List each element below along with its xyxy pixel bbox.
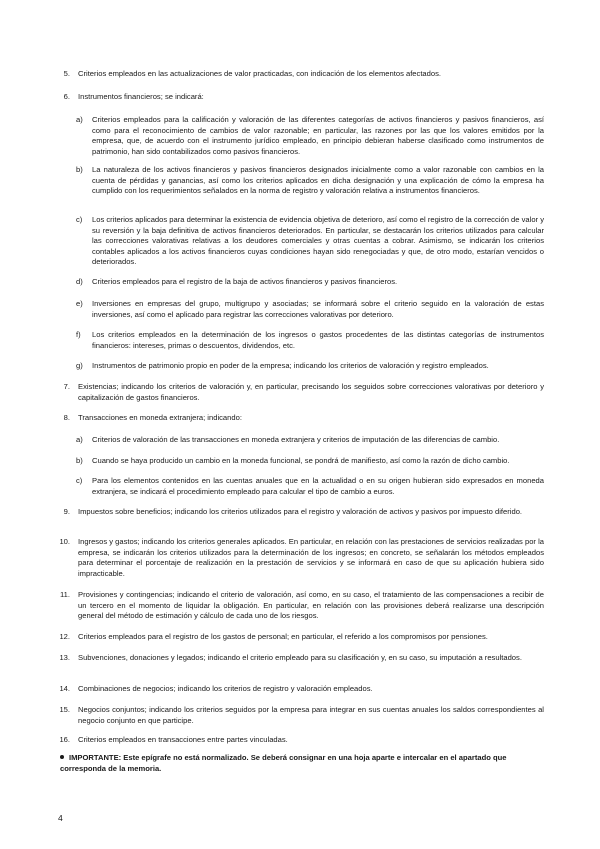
important-note — [60, 753, 544, 774]
item-number: 13. — [59, 653, 70, 662]
item-number: 11. — [60, 590, 70, 599]
item-number: 10. — [59, 537, 70, 546]
item-text: Negocios conjuntos; indicando los criterios seguidos por la empresa para integrar en sus cuentas anuales los saldos correspondientes al negocio conjunto en que participe. — [78, 705, 544, 725]
item-number: 5. — [63, 69, 70, 78]
item-letter: a) — [76, 115, 83, 124]
item-letter: e) — [76, 299, 83, 308]
item-text: Criterios empleados para el registro de la baja de activos financieros y pasivos financieros. — [92, 277, 398, 286]
item-letter: b) — [76, 165, 83, 174]
item-number: 15. — [59, 705, 70, 714]
item-text: Los criterios aplicados para determinar la existencia de evidencia objetiva de deterioro, así como el registro de la corrección de valor y su reversión y la baja definitiva de activos financieros deteriorados. En particular, se destacarán los criterios utilizados para calcular las correcciones valorativas relativas a los deudores comerciales y otras cuentas a cobrar. Asimismo, se indicarán los criterios contables aplicados a los activos financieros cuyas condiciones hayan sido renegociadas y que, de otro modo, estarían vencidos o deteriorados. — [92, 215, 544, 267]
item-text: Inversiones en empresas del grupo, multigrupo y asociadas; se informará sobre el criterio seguido en la valoración de estas inversiones, así como el aplicado para registrar las correcciones valorativas por deterioro. — [92, 299, 544, 319]
item-letter: b) — [76, 456, 83, 465]
item-text: Para los elementos contenidos en las cuentas anuales que en la actualidad o en su origen hubieran sido expresados en moneda extranjera, se indicará el procedimiento empleado para calcular el tipo de cambio a euros. — [92, 476, 544, 496]
item-text: Criterios empleados en las actualizaciones de valor practicadas, con indicación de los elementos afectados. — [78, 69, 442, 78]
page-number: 4 — [58, 813, 63, 823]
item-letter: c) — [76, 215, 83, 224]
item-text: Criterios empleados en transacciones entre partes vinculadas. — [78, 735, 288, 744]
item-text: Transacciones en moneda extranjera; indicando: — [78, 413, 242, 422]
item-text: Ingresos y gastos; indicando los criterios generales aplicados. En particular, en relación con las prestaciones de servicios realizadas por la empresa, se indicarán los criterios utilizados para la determinación de los ingresos; en concreto, se señalarán los métodos empleados para determinar el porcentaje de realización en la prestación de servicios y se informará en caso de que su aplicación hubiera sido impracticable. — [78, 537, 544, 578]
item-letter: f) — [76, 330, 81, 339]
item-letter: a) — [76, 435, 83, 444]
item-text: Subvenciones, donaciones y legados; indicando el criterio empleado para su clasificación y, en su caso, su imputación a resultados. — [78, 653, 522, 662]
item-letter: d) — [76, 277, 83, 286]
item-number: 9. — [63, 507, 70, 516]
item-text: Criterios de valoración de las transacciones en moneda extranjera y criterios de imputación de las diferencias de cambio. — [92, 435, 500, 444]
item-number: 14. — [59, 684, 70, 693]
item-text: Criterios empleados para la calificación y valoración de las diferentes categorías de activos financieros y pasivos financieros, así como para el reconocimiento de cambios de valor razonable; en particular, las razones por las que los valores emitidos por la empresa, que, de acuerdo con el instrumento jurídico empleado, en principio debieran haberse clasificado como instrumentos de patrimonio, han sido contabilizados como pasivos financieros. — [92, 115, 544, 156]
important-note-text: IMPORTANTE: Este epígrafe no está normalizado. Se deberá consignar en una hoja aparte e intercalar en el apartado que corresponda de la memoria. — [60, 753, 507, 773]
item-text: Impuestos sobre beneficios; indicando los criterios utilizados para el registro y valoración de activos y pasivos por impuesto diferido. — [78, 507, 523, 516]
item-letter: g) — [76, 361, 83, 370]
item-number: 16. — [59, 735, 70, 744]
item-text: Existencias; indicando los criterios de valoración y, en particular, precisando los seguidos sobre correcciones valorativas por deterioro y capitalización de gastos financieros. — [78, 382, 544, 402]
item-text: Instrumentos financieros; se indicará: — [78, 92, 204, 101]
item-text: La naturaleza de los activos financieros y pasivos financieros designados inicialmente como a valor razonable con cambios en la cuenta de pérdidas y ganancias, así como los criterios aplicados en dicha designación y una explicación de cómo la empresa ha cumplido con los requerimientos señalados en la norma de registro y valoración relativa a instrumentos financieros. — [92, 165, 544, 196]
item-letter: c) — [76, 476, 83, 485]
item-text: Instrumentos de patrimonio propio en poder de la empresa; indicando los criterios de valoración y registro empleados. — [92, 361, 489, 370]
item-text: Cuando se haya producido un cambio en la moneda funcional, se pondrá de manifiesto, así como la razón de dicho cambio. — [92, 456, 510, 465]
item-text: Criterios empleados para el registro de los gastos de personal; en particular, el referido a los compromisos por pensiones. — [78, 632, 488, 641]
item-number: 7. — [63, 382, 70, 391]
item-text: Los criterios empleados en la determinación de los ingresos o gastos procedentes de las distintas categorías de instrumentos financieros: intereses, primas o descuentos, dividendos, etc. — [92, 330, 544, 350]
item-text: Provisiones y contingencias; indicando el criterio de valoración, así como, en su caso, el tratamiento de las compensaciones a recibir de un tercero en el momento de liquidar la obligación. En particular, en relación con las provisiones deberá realizarse una descripción general del método de estimación y cálculo de cada uno de los riesgos. — [78, 590, 544, 621]
item-text: Combinaciones de negocios; indicando los criterios de registro y valoración empleados. — [78, 684, 373, 693]
item-number: 6. — [63, 92, 70, 101]
bullet-icon — [60, 755, 64, 759]
item-number: 12. — [59, 632, 70, 641]
item-number: 8. — [63, 413, 70, 422]
